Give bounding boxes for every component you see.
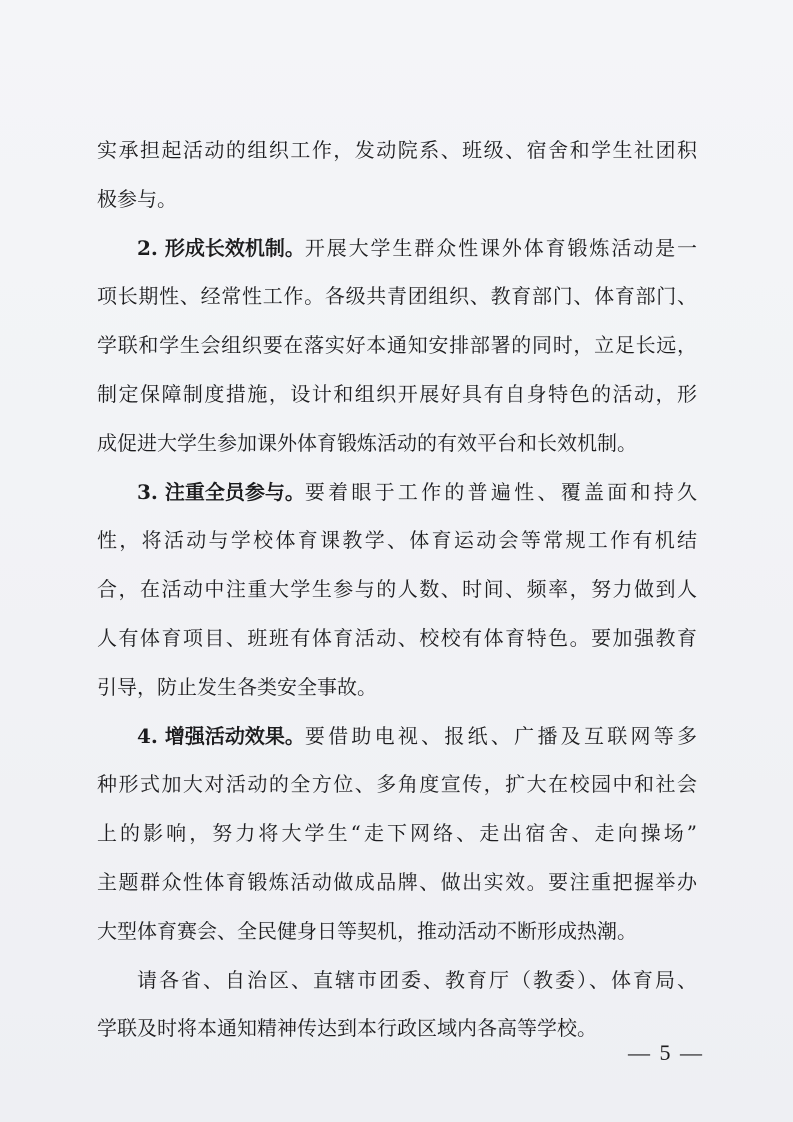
text-line: 引导，防止发生各类安全事故。 [97, 674, 377, 699]
text-line: 合，在活动中注重大学生参与的人数、时间、频率，努力做到人 [97, 577, 697, 602]
page-number: — 5 — [628, 1040, 704, 1065]
heading-continuation: 要借助电视、报纸、广播及互联网等多 [304, 723, 697, 748]
text-line: 学联和学生会组织要在落实好本通知安排部署的同时，立足长远， [97, 333, 697, 358]
text-line: 上的影响，努力将大学生“走下网络、走出宿舍、走向操场” [97, 821, 697, 846]
text-line: 种形式加大对活动的全方位、多角度宣传，扩大在校园中和社会 [97, 772, 697, 797]
text-line: 主题群众性体育锻炼活动做成品牌、做出实效。要注重把握举办 [97, 869, 697, 894]
text-line: 成促进大学生参加课外体育锻炼活动的有效平台和长效机制。 [97, 430, 637, 455]
text-line: 请各省、自治区、直辖市团委、教育厅（教委）、体育局、 [137, 967, 697, 992]
heading-label: 3. 注重全员参与。 [137, 479, 305, 504]
heading-continuation: 要着眼于工作的普遍性、覆盖面和持久 [304, 479, 697, 504]
body-text [97, 126, 697, 1053]
text-line: 实承担起活动的组织工作，发动院系、班级、宿舍和学生社团积 [97, 138, 697, 162]
heading-label: 2. 形成长效机制。 [137, 235, 305, 260]
text-line: 大型体育赛会、全民健身日等契机，推动活动不断形成热潮。 [97, 918, 637, 943]
section-heading-3 [97, 468, 697, 517]
text-line: 项长期性、经常性工作。各级共青团组织、教育部门、体育部门、 [97, 284, 697, 309]
heading-continuation: 开展大学生群众性课外体育锻炼活动是一 [304, 235, 697, 260]
text-line: 人有体育项目、班班有体育活动、校校有体育特色。要加强教育 [97, 625, 697, 650]
text-line: 性，将活动与学校体育课教学、体育运动会等常规工作有机结 [97, 528, 697, 553]
section-heading-4 [97, 712, 697, 761]
heading-label: 4. 增强活动效果。 [137, 723, 305, 748]
section-heading-2 [97, 224, 697, 273]
text-line: 学联及时将本通知精神传达到本行政区域内各高等学校。 [97, 1016, 597, 1041]
text-line: 极参与。 [97, 186, 177, 211]
text-line: 制定保障制度措施，设计和组织开展好具有自身特色的活动，形 [97, 381, 697, 406]
